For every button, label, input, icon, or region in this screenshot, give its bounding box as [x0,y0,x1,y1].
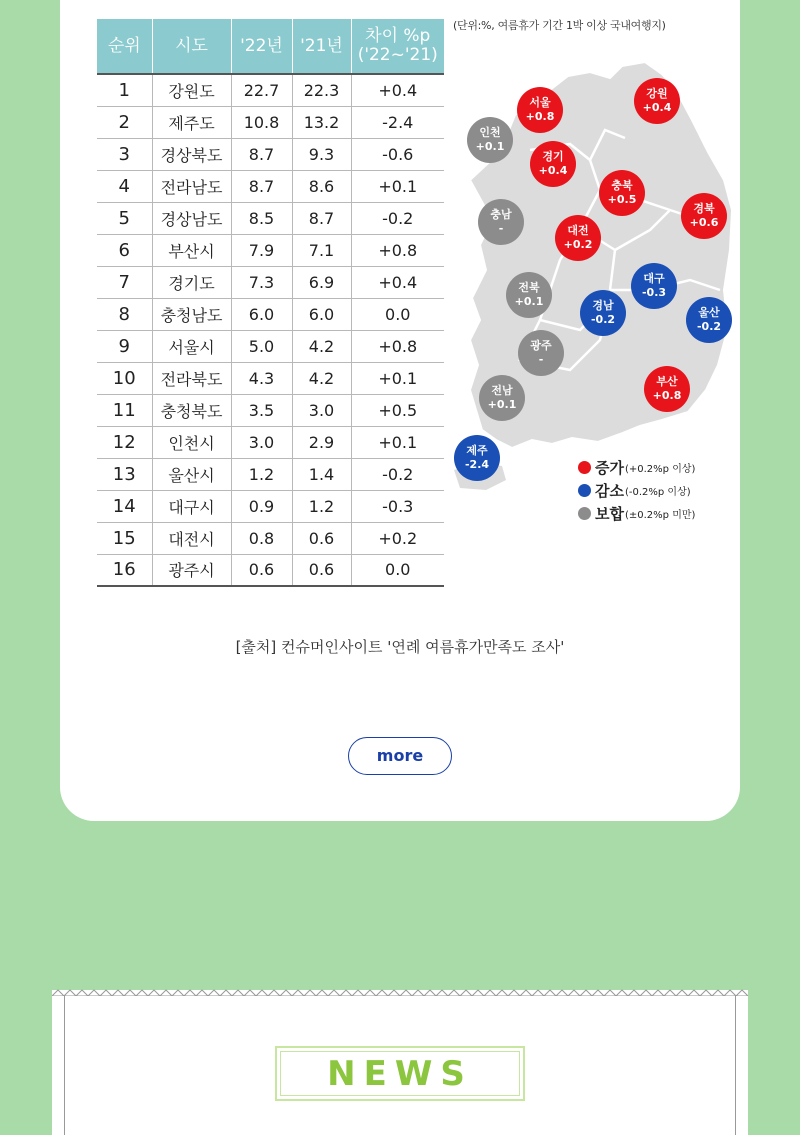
rank-cell: 12 [97,426,152,458]
map-bubble-value: +0.4 [642,101,672,114]
map-bubble-value: -0.2 [590,313,616,326]
legend-label: 보합 [595,505,624,523]
map-bubble-value: +0.2 [563,238,593,251]
table-row [97,106,444,138]
value-2021-cell: 8.7 [292,202,351,234]
map-bubble [454,435,500,481]
header-2022: '22년 [231,19,292,74]
region-cell: 전라북도 [152,362,231,394]
rank-cell: 5 [97,202,152,234]
table-row [97,170,444,202]
header-2021: '21년 [292,19,351,74]
value-2021-cell: 4.2 [292,330,351,362]
value-2021-cell: 3.0 [292,394,351,426]
diff-cell: +0.4 [351,74,444,106]
map-bubble [681,193,727,239]
region-cell: 제주도 [152,106,231,138]
diff-cell: -0.2 [351,202,444,234]
value-2022-cell: 6.0 [231,298,292,330]
value-2022-cell: 8.5 [231,202,292,234]
legend-note: (+0.2%p 이상) [624,464,696,475]
table-row [97,234,444,266]
map-bubble [517,87,563,133]
value-2021-cell: 22.3 [292,74,351,106]
map-bubble-name: 부산 [656,375,678,388]
diff-cell: +0.1 [351,362,444,394]
rank-cell: 14 [97,490,152,522]
map-bubble [478,199,524,245]
diff-cell: -0.2 [351,458,444,490]
map-bubble-value: -0.2 [696,320,722,333]
news-title: NEWS [280,1051,520,1096]
rank-cell: 3 [97,138,152,170]
legend-label: 감소 [595,482,624,500]
legend-label: 증가 [595,459,624,477]
header-region: 시도 [152,19,231,74]
map-bubble [479,375,525,421]
region-cell: 광주시 [152,554,231,586]
diff-cell: -0.3 [351,490,444,522]
more-button[interactable]: more [348,737,452,775]
value-2021-cell: 6.9 [292,266,351,298]
value-2022-cell: 1.2 [231,458,292,490]
map-bubble-name: 광주 [530,339,552,352]
header-diff [351,19,444,74]
rank-cell: 6 [97,234,152,266]
value-2022-cell: 0.6 [231,554,292,586]
region-cell: 서울시 [152,330,231,362]
map-bubble-name: 제주 [466,444,488,457]
map-bubble-name: 강원 [646,87,668,100]
value-2022-cell: 7.3 [231,266,292,298]
legend-note: (±0.2%p 미만) [624,510,696,521]
map-bubble [467,117,513,163]
value-2021-cell: 6.0 [292,298,351,330]
diff-cell: -0.6 [351,138,444,170]
rank-cell: 2 [97,106,152,138]
legend-note: (-0.2%p 이상) [624,487,691,498]
diff-cell: +0.4 [351,266,444,298]
map-bubble-name: 전북 [518,281,540,294]
legend-item [578,479,695,502]
ranking-table [97,19,444,587]
header-rank: 순위 [97,19,152,74]
table-row [97,138,444,170]
table-row [97,362,444,394]
diff-cell: +0.8 [351,330,444,362]
map-bubble [644,366,690,412]
legend-dot-icon [578,484,591,497]
value-2021-cell: 13.2 [292,106,351,138]
table-row [97,266,444,298]
legend [578,456,695,525]
value-2022-cell: 4.3 [231,362,292,394]
value-2021-cell: 0.6 [292,522,351,554]
header-diff-title: 차이 %p [365,26,431,46]
rank-cell: 13 [97,458,152,490]
value-2021-cell: 2.9 [292,426,351,458]
map-bubble-name: 대전 [567,224,589,237]
value-2021-cell: 1.4 [292,458,351,490]
map-bubble-value: +0.1 [475,140,505,153]
diff-cell: -2.4 [351,106,444,138]
map-bubble-value: +0.8 [652,389,682,402]
table-row [97,490,444,522]
table-row [97,394,444,426]
rank-cell: 15 [97,522,152,554]
table-row [97,458,444,490]
map-bubble-value: -0.3 [641,286,667,299]
map-bubble-value: +0.6 [689,216,719,229]
table-row [97,554,444,586]
map-bubble-name: 경남 [592,299,614,312]
diff-cell: 0.0 [351,554,444,586]
legend-dot-icon [578,507,591,520]
map-bubble [530,141,576,187]
legend-item [578,456,695,479]
map-bubble-name: 충북 [611,179,633,192]
rank-cell: 16 [97,554,152,586]
value-2021-cell: 0.6 [292,554,351,586]
news-title-box [275,1046,525,1101]
map-bubble-value: +0.1 [514,295,544,308]
map-bubble-value: +0.1 [487,398,517,411]
rank-cell: 9 [97,330,152,362]
map-bubble [631,263,677,309]
table-row [97,330,444,362]
region-cell: 경상남도 [152,202,231,234]
region-cell: 인천시 [152,426,231,458]
rank-cell: 8 [97,298,152,330]
value-2022-cell: 0.8 [231,522,292,554]
table-row [97,298,444,330]
value-2022-cell: 7.9 [231,234,292,266]
rank-cell: 4 [97,170,152,202]
table-row [97,202,444,234]
region-cell: 대전시 [152,522,231,554]
source-note: [출처] 컨슈머인사이트 '연례 여름휴가만족도 조사' [235,638,565,656]
table-row [97,74,444,106]
value-2022-cell: 22.7 [231,74,292,106]
value-2022-cell: 3.5 [231,394,292,426]
region-cell: 충청북도 [152,394,231,426]
map-bubble-value: +0.4 [538,164,568,177]
map-bubble-value: - [498,222,504,235]
map-bubble [599,170,645,216]
map-bubble-name: 충남 [490,208,512,221]
table-row [97,522,444,554]
map-bubble-name: 경북 [693,202,715,215]
map-bubble [686,297,732,343]
map-bubble-name: 대구 [643,272,665,285]
map-bubble [634,78,680,124]
value-2022-cell: 8.7 [231,138,292,170]
value-2021-cell: 9.3 [292,138,351,170]
unit-note: (단위:%, 여름휴가 기간 1박 이상 국내여행지) [453,19,666,32]
region-cell: 부산시 [152,234,231,266]
map-bubble-value: +0.5 [607,193,637,206]
value-2022-cell: 3.0 [231,426,292,458]
rank-cell: 7 [97,266,152,298]
diff-cell: +0.5 [351,394,444,426]
table-header-row [97,19,444,74]
value-2021-cell: 8.6 [292,170,351,202]
map-bubble [518,330,564,376]
map-bubble [506,272,552,318]
region-cell: 경기도 [152,266,231,298]
region-cell: 울산시 [152,458,231,490]
value-2022-cell: 10.8 [231,106,292,138]
value-2022-cell: 8.7 [231,170,292,202]
value-2021-cell: 4.2 [292,362,351,394]
region-cell: 충청남도 [152,298,231,330]
region-cell: 대구시 [152,490,231,522]
value-2021-cell: 7.1 [292,234,351,266]
value-2021-cell: 1.2 [292,490,351,522]
legend-item [578,502,695,525]
diff-cell: +0.8 [351,234,444,266]
rank-cell: 1 [97,74,152,106]
map-bubble-name: 인천 [479,126,501,139]
diff-cell: +0.1 [351,170,444,202]
map-bubble-name: 전남 [491,384,513,397]
region-cell: 전라남도 [152,170,231,202]
region-cell: 경상북도 [152,138,231,170]
map-bubble-value: +0.8 [525,110,555,123]
table-row [97,426,444,458]
diff-cell: 0.0 [351,298,444,330]
map-bubble-name: 서울 [529,96,551,109]
map-bubble-name: 울산 [698,306,720,319]
map-bubble [580,290,626,336]
diff-cell: +0.1 [351,426,444,458]
map-bubble-name: 경기 [542,150,564,163]
map-bubble-value: -2.4 [464,458,490,471]
map-bubble [555,215,601,261]
diff-cell: +0.2 [351,522,444,554]
value-2022-cell: 0.9 [231,490,292,522]
value-2022-cell: 5.0 [231,330,292,362]
rank-cell: 11 [97,394,152,426]
header-diff-period: ('22~'21) [357,45,438,65]
map-bubble-value: - [538,353,544,366]
rank-cell: 10 [97,362,152,394]
legend-dot-icon [578,461,591,474]
region-cell: 강원도 [152,74,231,106]
